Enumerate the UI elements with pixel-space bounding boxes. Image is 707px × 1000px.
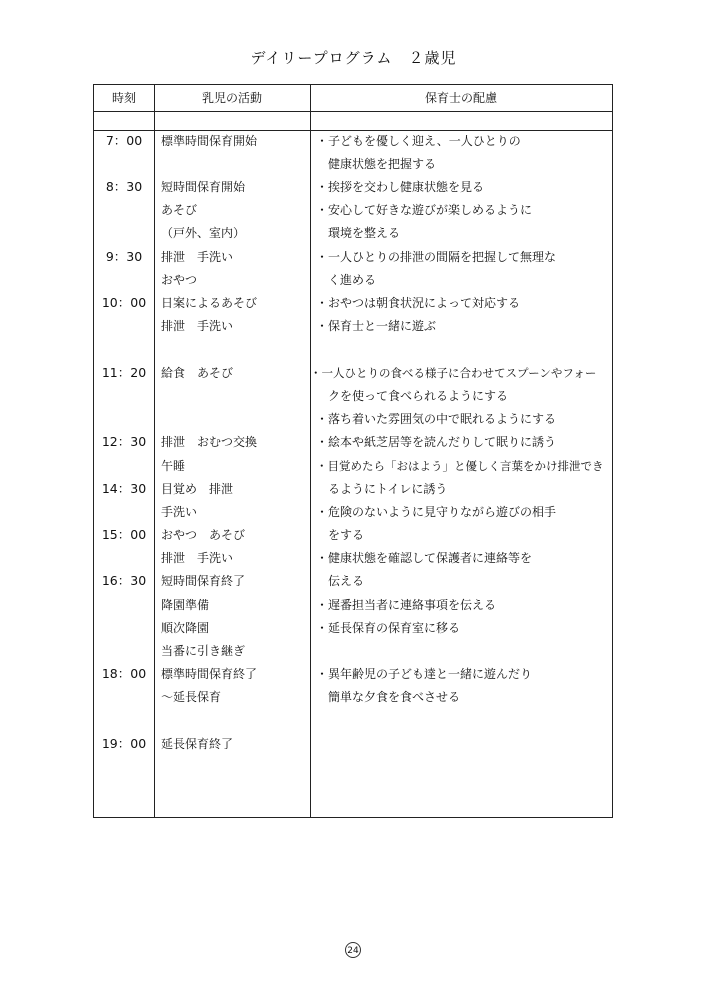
care-cell: るようにトイレに誘う	[316, 482, 448, 496]
care-cell: ・遅番担当者に連絡事項を伝える	[316, 598, 497, 612]
activity-cell: 降園準備	[161, 598, 210, 612]
activity-cell: 排泄 手洗い	[161, 551, 234, 565]
time-cell: 9：30	[105, 249, 143, 264]
care-cell: 簡単な夕食を食べさせる	[316, 690, 461, 704]
activity-cell: おやつ	[161, 273, 198, 287]
activity-cell: 当番に引き継ぎ	[161, 644, 246, 658]
care-cell: ・落ち着いた雰囲気の中で眠れるようにする	[316, 412, 557, 426]
daily-program-table	[93, 84, 613, 818]
care-cell: をする	[316, 528, 365, 542]
activity-cell: 標準時間保育終了	[161, 667, 258, 681]
care-cell: ・おやつは朝食状況によって対応する	[316, 296, 521, 310]
activity-cell: ～延長保育	[161, 690, 222, 704]
activity-cell: 日案によるあそび	[161, 296, 258, 310]
header-activity: 乳児の活動	[201, 91, 262, 105]
time-cell: 10：00	[101, 295, 147, 310]
care-cell: 環境を整える	[316, 226, 401, 240]
care-cell: ・安心して好きな遊びが楽しめるように	[316, 203, 533, 217]
care-cell: く進める	[316, 273, 377, 287]
activity-cell: 排泄 手洗い	[161, 250, 234, 264]
activity-cell: 午睡	[161, 459, 186, 473]
care-cell: ・絵本や紙芝居等を読んだりして眠りに誘う	[316, 435, 557, 449]
activity-cell: 短時間保育終了	[161, 574, 246, 588]
activity-cell: 延長保育終了	[161, 737, 234, 751]
column-divider	[310, 85, 311, 817]
header-divider	[94, 111, 612, 112]
column-divider	[154, 85, 155, 817]
care-cell: 健康状態を把握する	[316, 157, 437, 171]
activity-cell: 標準時間保育開始	[161, 134, 258, 148]
time-cell: 14：30	[101, 481, 147, 496]
care-cell: ・危険のないように見守りながら遊びの相手	[316, 505, 557, 519]
activity-cell: 排泄 手洗い	[161, 319, 234, 333]
care-cell: ・一人ひとりの食べる様子に合わせてスプーンやフォー	[310, 366, 597, 380]
activity-cell: 手洗い	[161, 505, 198, 519]
page-number: 24	[345, 942, 361, 958]
care-cell: ・保育士と一緒に遊ぶ	[316, 319, 437, 333]
time-cell: 16：30	[101, 573, 147, 588]
time-cell: 15：00	[101, 527, 147, 542]
time-cell: 12：30	[101, 434, 147, 449]
activity-cell: 排泄 おむつ交換	[161, 435, 258, 449]
care-cell: ・目覚めたら「おはよう」と優しく言葉をかけ排泄でき	[316, 459, 604, 473]
care-cell: 伝える	[316, 574, 365, 588]
activity-cell: 目覚め 排泄	[161, 482, 234, 496]
care-cell: クを使って食べられるようにする	[316, 389, 509, 403]
time-cell: 7：00	[105, 133, 143, 148]
time-cell: 8：30	[105, 179, 143, 194]
care-cell: ・一人ひとりの排泄の間隔を把握して無理な	[316, 250, 557, 264]
activity-cell: あそび	[161, 203, 198, 217]
care-cell: ・異年齢児の子ども達と一緒に遊んだり	[316, 667, 533, 681]
activity-cell: （戸外、室内）	[161, 226, 246, 240]
header-care: 保育士の配慮	[424, 91, 497, 105]
time-cell: 11：20	[101, 365, 147, 380]
page-title: デイリープログラム ２歳児	[250, 49, 457, 67]
activity-cell: 順次降園	[161, 621, 210, 635]
activity-cell: 給食 あそび	[161, 366, 234, 380]
row-divider	[94, 130, 612, 131]
activity-cell: 短時間保育開始	[161, 180, 246, 194]
care-cell: ・延長保育の保育室に移る	[316, 621, 461, 635]
care-cell: ・子どもを優しく迎え、一人ひとりの	[316, 134, 521, 148]
time-cell: 18：00	[101, 666, 147, 681]
header-time: 時刻	[111, 91, 136, 105]
activity-cell: おやつ あそび	[161, 528, 246, 542]
time-cell: 19：00	[101, 736, 147, 751]
care-cell: ・健康状態を確認して保護者に連絡等を	[316, 551, 533, 565]
care-cell: ・挨拶を交わし健康状態を見る	[316, 180, 485, 194]
